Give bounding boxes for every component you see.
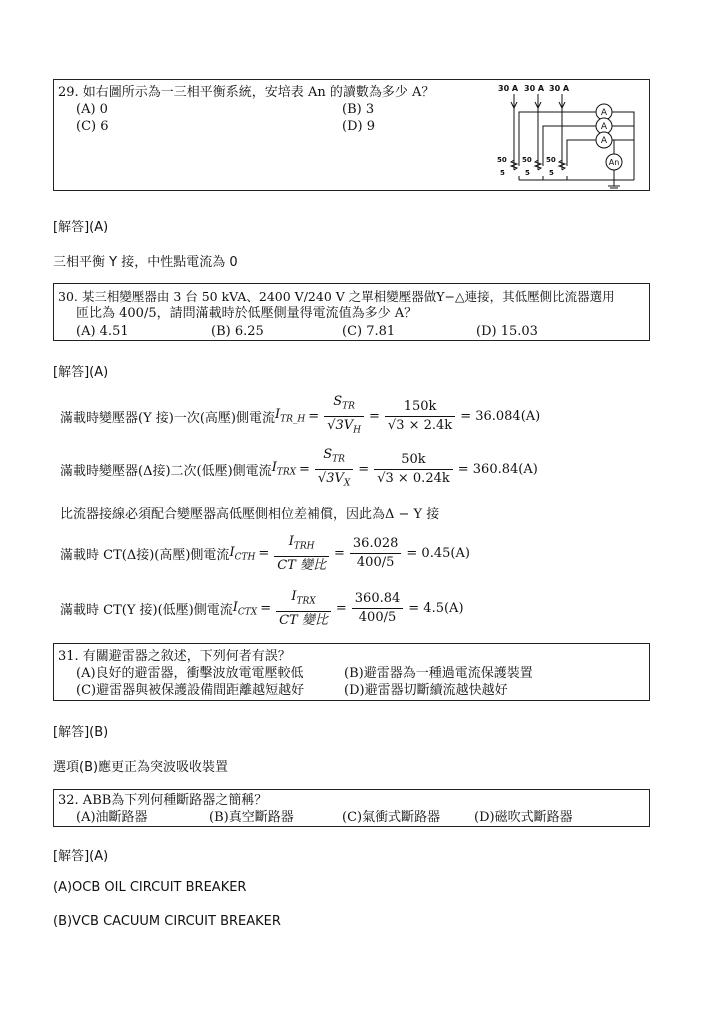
- question-30-line-2: 匝比為 400/5，請問滿載時於低壓側量得電流值為多少 A？: [76, 306, 418, 321]
- three-phase-ct-diagram: [494, 80, 644, 190]
- question-32-box: [53, 789, 650, 827]
- svg-text:A: A: [600, 122, 608, 132]
- equation-1: 滿載時變壓器(Y 接)一次(高壓)側電流 $I_{TR\_H}$ = $\frac{S_{TR}}{√3V_H}$ = $\frac{150k}{√3 \times 2.4k}$ = 36.084(A): [60, 394, 541, 436]
- equation-2: 滿載時變壓器(Δ接)二次(低壓)側電流 $I_{TRX}$ = $\frac{S_{TR}}{√3V_X}$ = $\frac{50k}{√3 \times 0.24k}$ = 360.84(A): [60, 447, 538, 489]
- q30-option-d: (D) 15.03: [476, 324, 538, 339]
- answer-31: [解答](B): [53, 725, 109, 740]
- question-31-text: 31. 有關避雷器之敘述，下列何者有誤？: [58, 649, 291, 664]
- q32-option-a: (A)油斷路器: [76, 810, 148, 825]
- answer-29: [解答](A): [53, 220, 109, 235]
- q32-option-b: (B)真空斷路器: [209, 810, 294, 825]
- svg-text:50: 50: [546, 156, 556, 164]
- q29-option-c: (C) 6: [76, 119, 109, 134]
- question-29-text: 29. 如右圖所示為一三相平衡系統，安培表 An 的讀數為多少 A？: [58, 85, 435, 100]
- equation-5: 滿載時 CT(Y 接)(低壓)側電流 $I_{CTX}$ = $\frac{I_{TRX}}{\text{CT 變比}}$ = $\frac{360.84}{400/5}$ = 4.5(A): [60, 589, 464, 628]
- svg-text:5: 5: [549, 169, 554, 177]
- answer-29-note: 三相平衡 Y 接，中性點電流為 0: [53, 255, 238, 270]
- q29-option-a: (A) 0: [76, 102, 108, 117]
- q29-option-d: (D) 9: [342, 119, 375, 134]
- q31-option-a: (A)良好的避雷器，衝擊波放電電壓較低: [76, 666, 304, 681]
- svg-text:5: 5: [500, 169, 505, 177]
- question-30-box: [53, 283, 650, 341]
- fuse-label-3: 30 A: [549, 84, 570, 93]
- svg-text:An: An: [608, 158, 620, 167]
- question-30-line-1: 30. 某三相變壓器由 3 台 50 kVA、2400 V/240 V 之單相變壓器做Y−△連接，其低壓側比流器選用: [58, 289, 615, 304]
- equation-4: 滿載時 CT(Δ接)(高壓)側電流 $I_{CTH}$ = $\frac{I_{TRH}}{\text{CT 變比}}$ = $\frac{36.028}{400/5}$ = 0.45(A): [60, 534, 470, 573]
- fuse-label-2: 30 A: [524, 84, 545, 93]
- q31-option-c: (C)避雷器與被保護設備間距離越短越好: [76, 683, 305, 698]
- q30-option-c: (C) 7.81: [342, 324, 396, 339]
- question-29-box: [53, 79, 650, 191]
- q30-option-a: (A) 4.51: [76, 324, 129, 339]
- q32-option-c: (C)氣衝式斷路器: [342, 810, 441, 825]
- fuse-label-1: 30 A: [498, 84, 519, 93]
- answer-32-line-2: (B)VCB CACUUM CIRCUIT BREAKER: [53, 914, 281, 929]
- phase-compensation-note: 比流器接線必須配合變壓器高低壓側相位差補償，因此為Δ − Y 接: [60, 507, 440, 522]
- svg-text:50: 50: [497, 156, 507, 164]
- q30-option-b: (B) 6.25: [211, 324, 264, 339]
- answer-31-note: 選項(B)應更正為突波吸收裝置: [53, 760, 229, 775]
- answer-32: [解答](A): [53, 849, 109, 864]
- svg-text:A: A: [600, 108, 608, 118]
- svg-text:5: 5: [525, 169, 530, 177]
- q31-option-d: (D)避雷器切斷續流越快越好: [344, 683, 508, 698]
- question-31-box: [53, 643, 650, 701]
- answer-32-line-1: (A)OCB OIL CIRCUIT BREAKER: [53, 880, 247, 895]
- q32-option-d: (D)磁吹式斷路器: [474, 810, 573, 825]
- q29-option-b: (B) 3: [342, 102, 375, 117]
- svg-text:A: A: [600, 136, 608, 146]
- answer-30: [解答](A): [53, 365, 109, 380]
- svg-text:50: 50: [522, 156, 532, 164]
- question-32-text: 32. ABB為下列何種斷路器之簡稱？: [58, 793, 268, 808]
- q31-option-b: (B)避雷器為一種過電流保護裝置: [344, 666, 533, 681]
